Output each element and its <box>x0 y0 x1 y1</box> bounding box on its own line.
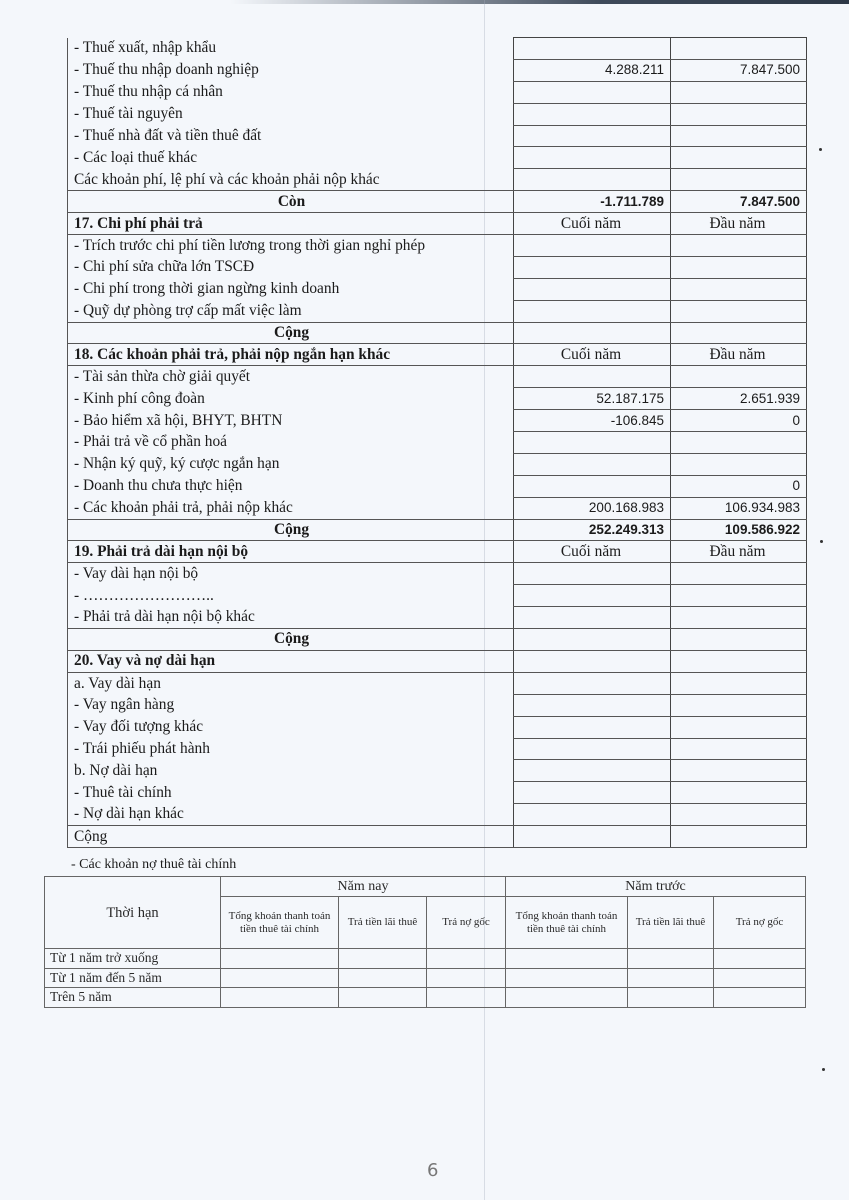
row-label: Cộng <box>68 322 514 344</box>
row-label: - Vay ngân hàng <box>68 694 514 716</box>
value-start-of-year <box>671 629 807 651</box>
value-start-of-year: Đầu năm <box>671 213 807 235</box>
value-end-of-year <box>514 585 671 607</box>
lease-cell <box>628 949 714 969</box>
row-label: Cộng <box>68 629 514 651</box>
lease-cell <box>427 949 506 969</box>
value-end-of-year <box>514 322 671 344</box>
lease-period-label: Trên 5 năm <box>45 988 221 1008</box>
tax-row <box>68 169 807 191</box>
section-header <box>68 541 807 563</box>
value-end-of-year: Cuối năm <box>514 344 671 366</box>
line-item <box>68 738 807 760</box>
value-start-of-year <box>671 81 807 103</box>
lease-cell <box>339 988 427 1008</box>
row-label: - Vay dài hạn nội bộ <box>68 563 514 585</box>
value-end-of-year: 200.168.983 <box>514 497 671 519</box>
row-label: - Nợ dài hạn khác <box>68 804 514 826</box>
row-label: - Quỹ dự phòng trợ cấp mất việc làm <box>68 300 514 322</box>
row-label: - Thuế thu nhập cá nhân <box>68 81 514 103</box>
value-end-of-year <box>514 738 671 760</box>
value-start-of-year <box>671 738 807 760</box>
line-item <box>68 410 807 432</box>
value-end-of-year <box>514 235 671 257</box>
value-start-of-year: 2.651.939 <box>671 388 807 410</box>
value-end-of-year: 4.288.211 <box>514 59 671 81</box>
section-header <box>68 213 807 235</box>
value-end-of-year <box>514 760 671 782</box>
value-end-of-year <box>514 147 671 169</box>
period-header: Thời hạn <box>45 877 221 949</box>
scan-speck <box>819 148 822 151</box>
liabilities-table <box>67 37 807 848</box>
tax-row <box>68 38 807 60</box>
row-label: b. Nợ dài hạn <box>68 760 514 782</box>
value-end-of-year <box>514 716 671 738</box>
row-label: - Bảo hiểm xã hội, BHYT, BHTN <box>68 410 514 432</box>
value-start-of-year <box>671 278 807 300</box>
row-label: - …………………….. <box>68 585 514 607</box>
total-row <box>68 826 807 848</box>
value-end-of-year: 252.249.313 <box>514 519 671 541</box>
lease-cell <box>714 968 806 988</box>
row-label: 20. Vay và nợ dài hạn <box>68 650 514 672</box>
row-label: - Chi phí trong thời gian ngừng kinh doanh <box>68 278 514 300</box>
row-label: - Thuế nhà đất và tiền thuê đất <box>68 125 514 147</box>
row-label: - Thuê tài chính <box>68 782 514 804</box>
row-label: 17. Chi phí phải trả <box>68 213 514 235</box>
lease-cell <box>506 988 628 1008</box>
value-end-of-year <box>514 432 671 454</box>
value-start-of-year: 106.934.983 <box>671 497 807 519</box>
value-start-of-year: Đầu năm <box>671 344 807 366</box>
value-end-of-year: Cuối năm <box>514 213 671 235</box>
scan-speck <box>822 1068 825 1071</box>
group-header-prior-year: Năm trước <box>506 877 806 897</box>
value-start-of-year <box>671 300 807 322</box>
value-start-of-year: 109.586.922 <box>671 519 807 541</box>
value-start-of-year <box>671 607 807 629</box>
line-item <box>68 278 807 300</box>
line-item <box>68 497 807 519</box>
row-label: - Tài sản thừa chờ giải quyết <box>68 366 514 388</box>
line-item <box>68 432 807 454</box>
value-start-of-year: 0 <box>671 475 807 497</box>
lease-cell <box>628 988 714 1008</box>
line-item <box>68 475 807 497</box>
value-end-of-year <box>514 453 671 475</box>
value-start-of-year <box>671 169 807 191</box>
section-header <box>68 344 807 366</box>
value-end-of-year <box>514 366 671 388</box>
col-header-interest: Trả tiền lãi thuê <box>339 897 427 949</box>
tax-row <box>68 103 807 125</box>
lease-cell <box>427 988 506 1008</box>
scan-speck <box>820 540 823 543</box>
value-end-of-year <box>514 278 671 300</box>
lease-cell <box>714 949 806 969</box>
line-item <box>68 453 807 475</box>
row-label: Còn <box>68 191 514 213</box>
value-start-of-year <box>671 585 807 607</box>
value-end-of-year <box>514 256 671 278</box>
value-end-of-year <box>514 125 671 147</box>
row-label: - Chi phí sửa chữa lớn TSCĐ <box>68 256 514 278</box>
row-label: 18. Các khoản phải trả, phải nộp ngắn hạn khác <box>68 344 514 366</box>
row-label: - Nhận ký quỹ, ký cược ngắn hạn <box>68 453 514 475</box>
lease-cell <box>427 968 506 988</box>
value-end-of-year <box>514 38 671 60</box>
lease-row <box>45 949 806 969</box>
row-label: Cộng <box>68 519 514 541</box>
line-item <box>68 585 807 607</box>
total-row <box>68 629 807 651</box>
section-header <box>68 650 807 672</box>
tax-row <box>68 147 807 169</box>
value-end-of-year <box>514 300 671 322</box>
lease-cell <box>221 988 339 1008</box>
value-start-of-year <box>671 782 807 804</box>
value-start-of-year <box>671 366 807 388</box>
col-header-principal: Trả nợ gốc <box>427 897 506 949</box>
value-start-of-year <box>671 563 807 585</box>
total-row <box>68 191 807 213</box>
value-start-of-year <box>671 716 807 738</box>
value-end-of-year <box>514 694 671 716</box>
value-end-of-year <box>514 563 671 585</box>
row-label: Các khoản phí, lệ phí và các khoản phải nộp khác <box>68 169 514 191</box>
row-label: - Các loại thuế khác <box>68 147 514 169</box>
line-item <box>68 366 807 388</box>
value-end-of-year <box>514 804 671 826</box>
value-end-of-year <box>514 607 671 629</box>
lease-cell <box>221 968 339 988</box>
lease-row <box>45 988 806 1008</box>
row-label: Cộng <box>68 826 514 848</box>
value-start-of-year <box>671 672 807 694</box>
row-label: - Thuế thu nhập doanh nghiệp <box>68 59 514 81</box>
line-item <box>68 300 807 322</box>
value-start-of-year <box>671 235 807 257</box>
line-item <box>68 672 807 694</box>
value-start-of-year <box>671 650 807 672</box>
value-start-of-year <box>671 804 807 826</box>
value-end-of-year: -106.845 <box>514 410 671 432</box>
group-header-this-year: Năm nay <box>221 877 506 897</box>
value-end-of-year <box>514 475 671 497</box>
value-end-of-year: 52.187.175 <box>514 388 671 410</box>
page-number: 6 <box>427 1160 439 1181</box>
row-label: 19. Phải trả dài hạn nội bộ <box>68 541 514 563</box>
row-label: - Phải trả dài hạn nội bộ khác <box>68 607 514 629</box>
total-row <box>68 519 807 541</box>
value-start-of-year <box>671 147 807 169</box>
row-label: - Thuế tài nguyên <box>68 103 514 125</box>
scan-edge-shadow <box>230 0 849 4</box>
value-end-of-year <box>514 81 671 103</box>
lease-cell <box>714 988 806 1008</box>
line-item <box>68 804 807 826</box>
value-start-of-year <box>671 38 807 60</box>
row-label: - Trích trước chi phí tiền lương trong thời gian nghỉ phép <box>68 235 514 257</box>
value-start-of-year: 7.847.500 <box>671 59 807 81</box>
value-start-of-year <box>671 103 807 125</box>
value-start-of-year <box>671 760 807 782</box>
value-start-of-year <box>671 826 807 848</box>
lease-cell <box>506 968 628 988</box>
value-end-of-year <box>514 103 671 125</box>
lease-period-label: Từ 1 năm trở xuống <box>45 949 221 969</box>
line-item <box>68 716 807 738</box>
finance-lease-table <box>44 876 806 1008</box>
row-label: - Phải trả về cổ phần hoá <box>68 432 514 454</box>
value-start-of-year <box>671 125 807 147</box>
line-item <box>68 256 807 278</box>
line-item <box>68 694 807 716</box>
tax-row <box>68 59 807 81</box>
col-header-total-payment: Tổng khoản thanh toán tiền thuê tài chính <box>221 897 339 949</box>
lease-cell <box>221 949 339 969</box>
row-label: - Trái phiếu phát hành <box>68 738 514 760</box>
row-label: - Thuế xuất, nhập khẩu <box>68 38 514 60</box>
value-start-of-year <box>671 453 807 475</box>
row-label: - Vay đối tượng khác <box>68 716 514 738</box>
total-row <box>68 322 807 344</box>
tax-row <box>68 81 807 103</box>
line-item <box>68 782 807 804</box>
value-end-of-year <box>514 629 671 651</box>
lease-period-label: Từ 1 năm đến 5 năm <box>45 968 221 988</box>
value-end-of-year: Cuối năm <box>514 541 671 563</box>
line-item <box>68 760 807 782</box>
value-end-of-year <box>514 782 671 804</box>
col-header-principal: Trả nợ gốc <box>714 897 806 949</box>
row-label: - Doanh thu chưa thực hiện <box>68 475 514 497</box>
tax-row <box>68 125 807 147</box>
line-item <box>68 235 807 257</box>
col-header-interest: Trả tiền lãi thuê <box>628 897 714 949</box>
value-start-of-year <box>671 256 807 278</box>
row-label: - Kinh phí công đoàn <box>68 388 514 410</box>
value-start-of-year <box>671 322 807 344</box>
line-item <box>68 388 807 410</box>
value-end-of-year <box>514 672 671 694</box>
value-end-of-year <box>514 650 671 672</box>
lease-cell <box>339 949 427 969</box>
lease-cell <box>506 949 628 969</box>
col-header-total-payment: Tổng khoản thanh toán tiền thuê tài chính <box>506 897 628 949</box>
lease-cell <box>339 968 427 988</box>
lease-row <box>45 968 806 988</box>
value-end-of-year: -1.711.789 <box>514 191 671 213</box>
row-label: a. Vay dài hạn <box>68 672 514 694</box>
value-start-of-year: Đầu năm <box>671 541 807 563</box>
value-start-of-year: 7.847.500 <box>671 191 807 213</box>
line-item <box>68 607 807 629</box>
line-item <box>68 563 807 585</box>
value-start-of-year <box>671 432 807 454</box>
row-label: - Các khoản phải trả, phải nộp khác <box>68 497 514 519</box>
lease-section-title: - Các khoản nợ thuê tài chính <box>71 857 237 872</box>
lease-cell <box>628 968 714 988</box>
value-end-of-year <box>514 169 671 191</box>
value-start-of-year <box>671 694 807 716</box>
value-start-of-year: 0 <box>671 410 807 432</box>
value-end-of-year <box>514 826 671 848</box>
